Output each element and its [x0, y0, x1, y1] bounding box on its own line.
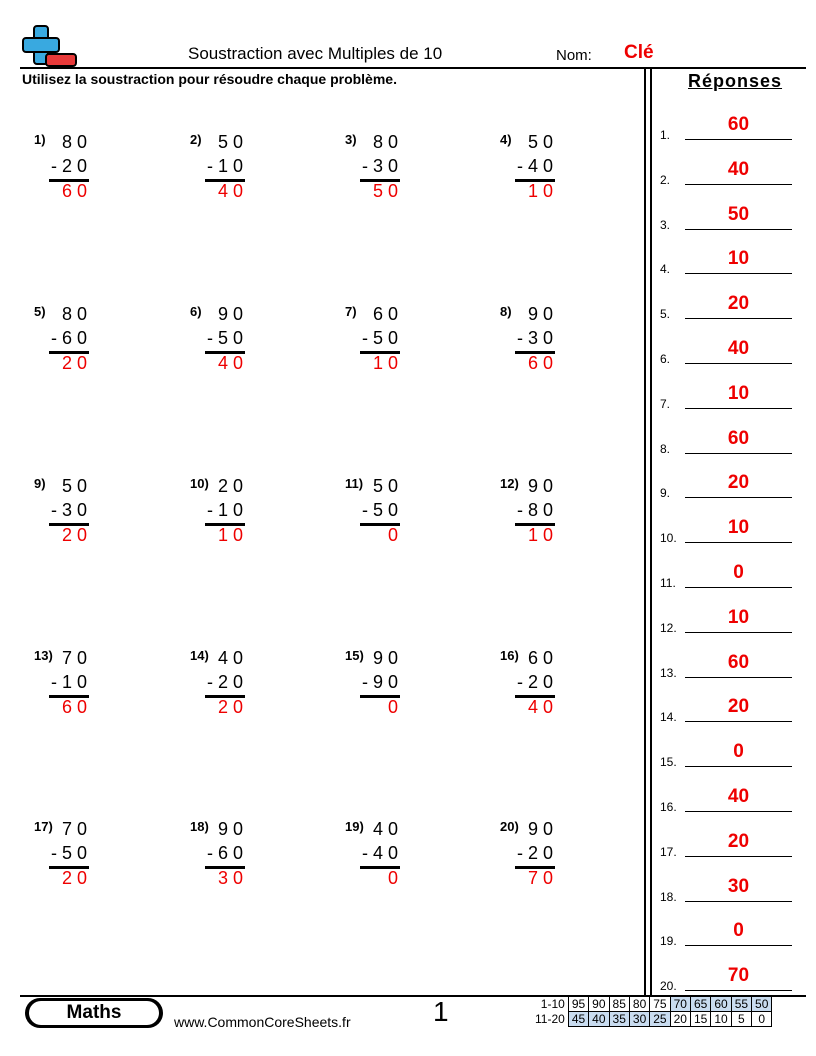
answer-value: 0 [733, 562, 744, 583]
problem-answer: 40 [217, 353, 248, 373]
answer-line [685, 587, 792, 588]
problem-answer: 50 [372, 181, 403, 201]
problem-item [34, 132, 164, 202]
score-row-label: 11-20 [535, 1012, 565, 1026]
problem-answer: 20 [61, 525, 92, 545]
problem-minuend: 50 [217, 132, 248, 152]
problem-number: 12) [500, 476, 519, 491]
score-cell: 5 [731, 1012, 751, 1027]
problem-number: 15) [345, 648, 364, 663]
problem-answer: 60 [61, 181, 92, 201]
problem-subtrahend: -20 [516, 843, 558, 863]
answer-row [660, 291, 792, 321]
problem-subtrahend: -90 [361, 672, 403, 692]
score-cell: 15 [690, 1012, 710, 1027]
score-cell: 70 [670, 997, 690, 1012]
problem-answer: 10 [372, 353, 403, 373]
answer-line [685, 766, 792, 767]
problem-answer: 20 [61, 353, 92, 373]
answer-row [660, 336, 792, 366]
problem-item [345, 304, 475, 374]
problem-answer: 60 [527, 353, 558, 373]
plus-minus-logo-icon [22, 24, 78, 68]
problem-answer: 40 [217, 181, 248, 201]
problem-minuend: 90 [527, 819, 558, 839]
answer-line [685, 990, 792, 991]
answer-row [660, 605, 792, 635]
problem-minuend: 90 [527, 304, 558, 324]
answer-line [685, 677, 792, 678]
problem-subtrahend: -50 [361, 500, 403, 520]
answer-value: 10 [727, 382, 750, 404]
answer-line [685, 318, 792, 319]
problem-minuend: 50 [61, 476, 92, 496]
problem-number: 13) [34, 648, 53, 663]
answer-number: 12. [660, 620, 677, 635]
problem-number: 5) [34, 304, 46, 319]
problem-answer: 0 [387, 525, 403, 545]
problem-item [190, 132, 320, 202]
answer-number: 20. [660, 979, 677, 994]
problem-answer: 0 [387, 868, 403, 888]
answer-row [660, 470, 792, 500]
answer-number: 19. [660, 934, 677, 949]
problem-item [34, 819, 164, 889]
problem-number: 20) [500, 819, 519, 834]
answer-line [685, 273, 792, 274]
problem-number: 17) [34, 819, 53, 834]
problem-subtrahend: -50 [361, 328, 403, 348]
problem-minuend: 70 [61, 819, 92, 839]
problem-minuend: 80 [372, 132, 403, 152]
answer-value: 0 [733, 920, 744, 942]
problem-subtrahend: -30 [361, 156, 403, 176]
answer-line [685, 945, 792, 946]
answer-value: 60 [727, 427, 750, 449]
problem-subtrahend: -10 [206, 500, 248, 520]
problem-subtrahend: -10 [206, 156, 248, 176]
problem-subtrahend: -30 [50, 500, 92, 520]
problem-subtrahend: -40 [516, 156, 558, 176]
problem-number: 10) [190, 476, 209, 491]
problem-number: 4) [500, 132, 512, 147]
answer-value: 70 [727, 965, 750, 987]
answer-line [685, 453, 792, 454]
problem-answer: 70 [527, 868, 558, 888]
problem-number: 6) [190, 304, 202, 319]
problem-minuend: 90 [217, 819, 248, 839]
answer-row [660, 963, 792, 993]
answer-row [660, 246, 792, 276]
problem-answer: 60 [61, 697, 92, 717]
problem-subtrahend: -20 [206, 672, 248, 692]
problem-item [345, 648, 475, 718]
answer-line [685, 901, 792, 902]
score-cell: 10 [711, 1012, 731, 1027]
problem-number: 19) [345, 819, 364, 834]
problem-minuend: 90 [372, 648, 403, 668]
answer-row [660, 784, 792, 814]
problem-item [190, 819, 320, 889]
answer-row [660, 694, 792, 724]
problem-minuend: 20 [217, 476, 248, 496]
problem-subtrahend: -20 [516, 672, 558, 692]
answer-value: 40 [727, 338, 750, 359]
answer-value: 10 [727, 517, 750, 539]
answer-row [660, 650, 792, 680]
problem-subtrahend: -80 [516, 500, 558, 520]
answer-number: 16. [660, 800, 677, 814]
answer-value: 40 [727, 158, 750, 180]
site-url: www.CommonCoreSheets.fr [174, 1014, 351, 1030]
problem-answer: 20 [217, 697, 248, 717]
answer-value: 20 [727, 696, 750, 718]
problem-minuend: 80 [61, 132, 92, 152]
answer-number: 10. [660, 531, 677, 546]
problem-subtrahend: -60 [50, 328, 92, 348]
score-cell: 55 [731, 997, 751, 1012]
answer-value: 20 [727, 830, 750, 852]
problem-subtrahend: -50 [206, 328, 248, 348]
problem-number: 3) [345, 132, 357, 147]
problem-subtrahend: -30 [516, 328, 558, 348]
column-divider-right [650, 67, 652, 995]
answer-row [660, 112, 792, 142]
answer-row [660, 202, 792, 232]
score-row-label: 1-10 [540, 997, 565, 1011]
score-cell: 45 [568, 1012, 588, 1027]
column-divider-left [644, 67, 646, 995]
problem-answer: 20 [61, 868, 92, 888]
problem-answer: 10 [527, 525, 558, 545]
problem-number: 9) [34, 476, 46, 491]
answer-number: 9. [660, 486, 671, 501]
problem-number: 7) [345, 304, 357, 319]
worksheet-title: Soustraction avec Multiples de 10 [188, 44, 443, 63]
problem-minuend: 70 [61, 648, 92, 668]
problem-answer: 10 [527, 181, 558, 201]
answer-row [660, 560, 792, 590]
answer-number: 8. [660, 441, 671, 456]
maths-badge [25, 998, 163, 1028]
answer-line [685, 363, 792, 364]
problem-number: 16) [500, 648, 519, 663]
problem-answer: 0 [387, 697, 403, 717]
problem-minuend: 90 [527, 476, 558, 496]
problem-subtrahend: -50 [50, 843, 92, 863]
answer-value: 20 [727, 293, 750, 315]
answer-value: 50 [727, 203, 750, 225]
score-cell: 40 [589, 1012, 609, 1027]
score-cell: 65 [690, 997, 710, 1012]
problem-item [500, 819, 630, 889]
problem-answer: 40 [527, 697, 558, 717]
answer-number: 13. [660, 665, 677, 680]
problem-number: 18) [190, 819, 209, 834]
problem-item [190, 476, 320, 546]
answer-number: 11. [660, 576, 676, 590]
answer-number: 18. [660, 889, 677, 904]
problem-number: 8) [500, 304, 512, 319]
header-divider [20, 67, 806, 69]
answer-value: 40 [727, 786, 750, 807]
score-cell: 90 [589, 997, 609, 1012]
problem-item [345, 132, 475, 202]
answer-line [685, 408, 792, 409]
problem-minuend: 60 [527, 648, 558, 668]
problem-subtrahend: -60 [206, 843, 248, 863]
answer-line [685, 184, 792, 185]
answer-line [685, 856, 792, 857]
problem-subtrahend: -40 [361, 843, 403, 863]
score-cell: 50 [752, 997, 772, 1012]
answer-value: 30 [727, 875, 750, 897]
score-cell: 0 [752, 1012, 772, 1027]
score-row [532, 1012, 772, 1027]
problem-minuend: 50 [372, 476, 403, 496]
answer-number: 15. [660, 755, 677, 770]
problem-answer: 10 [217, 525, 248, 545]
answer-line [685, 811, 792, 812]
answer-number: 14. [660, 710, 677, 725]
answer-value: 60 [727, 651, 750, 673]
problem-number: 1) [34, 132, 46, 147]
problem-item [345, 819, 475, 889]
maths-badge-label: Maths [29, 1001, 159, 1025]
answer-number: 3. [660, 217, 671, 232]
answer-number: 1. [660, 128, 671, 142]
score-table [532, 996, 772, 1027]
problem-item [34, 476, 164, 546]
problem-minuend: 90 [217, 304, 248, 324]
answer-number: 2. [660, 172, 671, 187]
problem-minuend: 40 [372, 819, 403, 839]
answer-number: 4. [660, 262, 671, 277]
problem-item [500, 132, 630, 202]
answer-line [685, 139, 792, 140]
answer-row [660, 381, 792, 411]
score-cell: 95 [568, 997, 588, 1012]
problem-minuend: 40 [217, 648, 248, 668]
answer-row [660, 426, 792, 456]
answer-row [660, 874, 792, 904]
answer-row [660, 739, 792, 769]
problem-item [500, 304, 630, 374]
answer-line [685, 632, 792, 633]
answer-row [660, 515, 792, 545]
score-cell: 60 [711, 997, 731, 1012]
answer-value: 20 [727, 472, 750, 494]
answer-value: 10 [727, 606, 750, 628]
score-cell: 20 [670, 1012, 690, 1027]
score-cell: 30 [629, 1012, 649, 1027]
problem-number: 11) [345, 476, 364, 491]
answer-line [685, 721, 792, 722]
answer-row [660, 157, 792, 187]
problem-item [500, 476, 630, 546]
problem-item [34, 304, 164, 374]
score-cell: 80 [629, 997, 649, 1012]
problem-item [345, 476, 475, 546]
problem-minuend: 60 [372, 304, 403, 324]
answer-line [685, 497, 792, 498]
answer-value: 10 [727, 248, 750, 270]
answer-value: 0 [733, 741, 744, 763]
problem-minuend: 50 [527, 132, 558, 152]
score-cell: 75 [650, 997, 670, 1012]
answer-number: 17. [660, 844, 677, 859]
score-cell: 25 [650, 1012, 670, 1027]
answer-value: 60 [727, 114, 750, 135]
problem-answer: 30 [217, 868, 248, 888]
problem-item [190, 304, 320, 374]
name-label: Nom: [556, 47, 592, 64]
problem-subtrahend: -10 [50, 672, 92, 692]
score-cell: 85 [609, 997, 629, 1012]
answer-row [660, 918, 792, 948]
instructions: Utilisez la soustraction pour résoudre chaque problème. [22, 71, 397, 87]
name-value: Clé [624, 42, 654, 63]
problem-item [190, 648, 320, 718]
page-number: 1 [433, 996, 449, 1027]
score-cell: 35 [609, 1012, 629, 1027]
problem-subtrahend: -20 [50, 156, 92, 176]
problem-number: 14) [190, 648, 209, 663]
answers-header: Réponses [688, 71, 783, 91]
score-row [532, 997, 772, 1012]
answer-number: 6. [660, 352, 671, 366]
answer-line [685, 542, 792, 543]
answer-number: 5. [660, 307, 671, 322]
problem-item [34, 648, 164, 718]
answer-line [685, 229, 792, 230]
problem-item [500, 648, 630, 718]
problem-minuend: 80 [61, 304, 92, 324]
answer-number: 7. [660, 396, 671, 411]
answer-row [660, 829, 792, 859]
problem-number: 2) [190, 132, 202, 147]
